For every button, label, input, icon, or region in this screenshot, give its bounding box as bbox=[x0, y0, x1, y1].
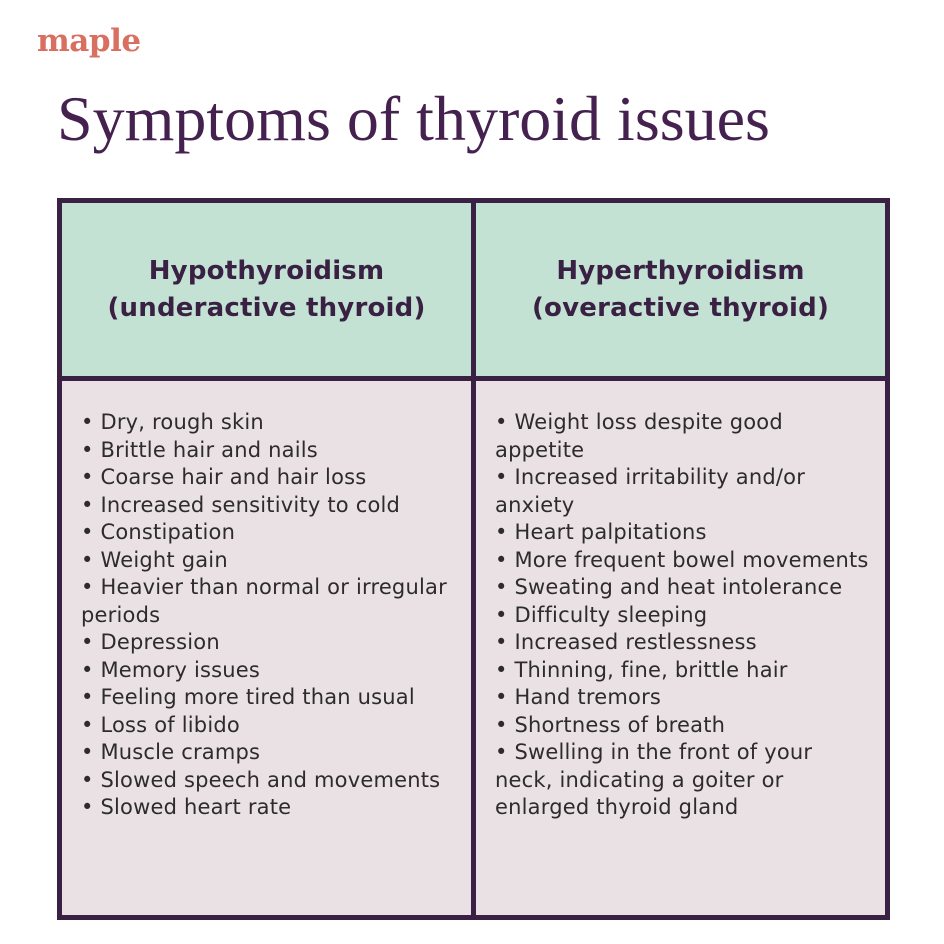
list-item: • Swelling in the front of your neck, indicating a goiter or enlarged thyroid gland bbox=[495, 740, 813, 819]
list-item: • Loss of libido bbox=[81, 712, 240, 737]
list-item: • Increased irritability and/or anxiety bbox=[495, 465, 806, 517]
list-item: • Constipation bbox=[81, 520, 236, 544]
list-item: • Hand tremors bbox=[495, 685, 662, 709]
list-item: • Slowed heart rate bbox=[81, 795, 292, 819]
header-hypothyroidism bbox=[62, 203, 471, 381]
list-item: • Brittle hair and nails bbox=[81, 437, 318, 462]
symptoms-comparison-table bbox=[57, 198, 890, 920]
list-item: • Memory issues bbox=[81, 657, 261, 682]
list-item: • Slowed speech and movements bbox=[81, 767, 441, 792]
list-item: • More frequent bowel movements bbox=[495, 547, 869, 572]
list-item: • Thinning, fine, brittle hair bbox=[495, 657, 788, 682]
list-item: • Sweating and heat intolerance bbox=[495, 575, 843, 599]
column-hypothyroidism bbox=[62, 203, 471, 915]
list-item: • Difficulty sleeping bbox=[495, 602, 708, 627]
header-hyperthyroidism-line2: (overactive thyroid) bbox=[531, 292, 830, 323]
list-item: • Muscle cramps bbox=[81, 740, 261, 764]
list-item: • Shortness of breath bbox=[495, 712, 726, 737]
header-hypothyroidism-line1: Hypothyroidism bbox=[148, 255, 385, 286]
list-item: • Coarse hair and hair loss bbox=[81, 465, 367, 489]
header-hypothyroidism-line2: (underactive thyroid) bbox=[107, 292, 426, 323]
symptom-list-hypothyroidism bbox=[62, 381, 471, 915]
list-item: • Dry, rough skin bbox=[81, 410, 264, 434]
column-hyperthyroidism bbox=[471, 203, 885, 915]
header-hyperthyroidism-line1: Hyperthyroidism bbox=[556, 255, 805, 286]
list-item: • Weight gain bbox=[81, 547, 228, 572]
list-item: • Weight loss despite good appetite bbox=[495, 410, 783, 462]
maple-logo: maple bbox=[37, 23, 141, 59]
list-item: • Heart palpitations bbox=[495, 520, 707, 544]
page-title: Symptoms of thyroid issues bbox=[57, 83, 770, 154]
list-item: • Increased restlessness bbox=[495, 630, 757, 654]
list-item: • Feeling more tired than usual bbox=[81, 685, 415, 709]
list-item: • Depression bbox=[81, 630, 220, 654]
header-hyperthyroidism bbox=[476, 203, 885, 381]
list-item: • Increased sensitivity to cold bbox=[81, 492, 401, 517]
symptom-list-hyperthyroidism bbox=[476, 381, 885, 915]
list-item: • Heavier than normal or irregular periods bbox=[81, 575, 447, 627]
